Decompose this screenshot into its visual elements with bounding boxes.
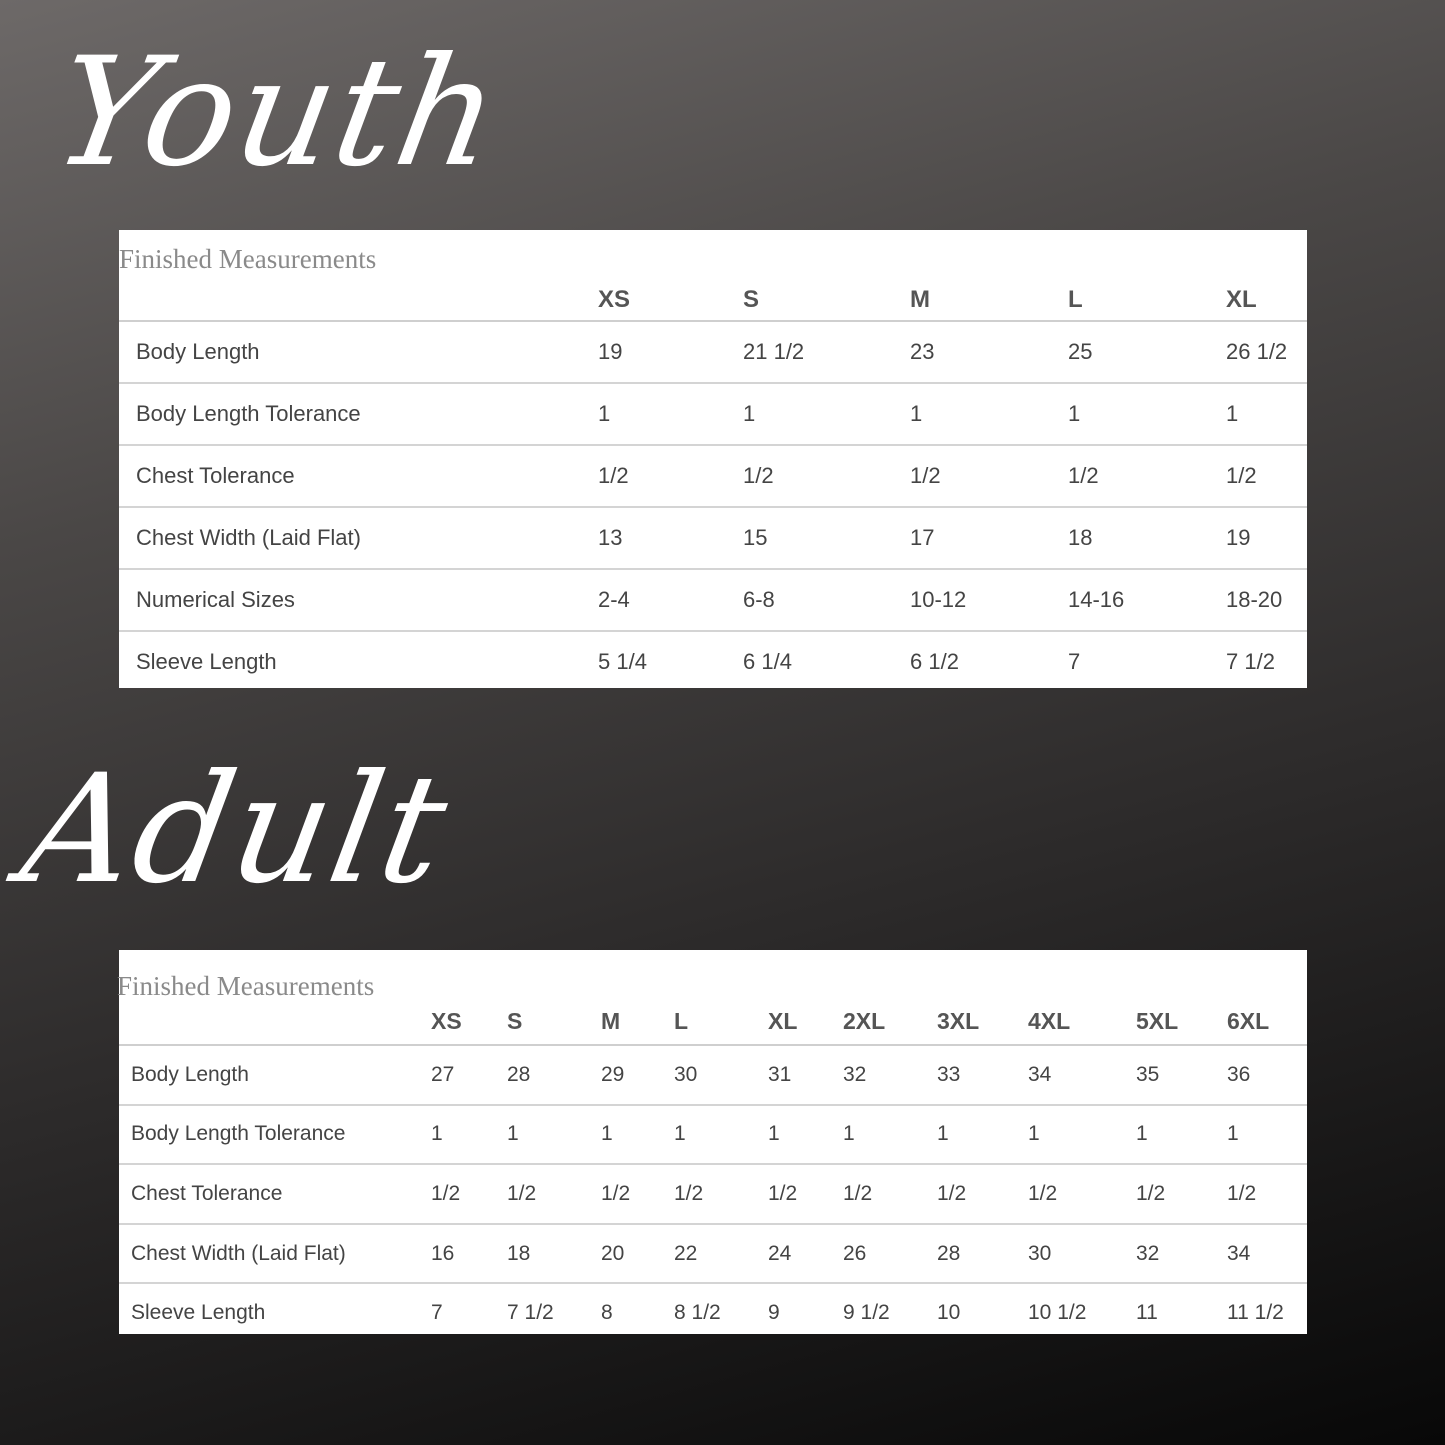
- measurement-cell: 19: [598, 321, 743, 383]
- adult-table: [119, 1008, 1307, 1342]
- measurement-cell: 1/2: [1028, 1164, 1136, 1224]
- youth-title-text: Youth: [42, 26, 514, 200]
- measurement-cell: 1/2: [598, 445, 743, 507]
- measurement-cell: 1/2: [507, 1164, 601, 1224]
- measurement-cell: 1/2: [674, 1164, 768, 1224]
- measurement-cell: 28: [507, 1045, 601, 1105]
- row-label: Chest Tolerance: [119, 1164, 431, 1224]
- youth-header-blank: [119, 286, 598, 321]
- measurement-cell: 1: [1136, 1105, 1227, 1165]
- measurement-cell: 10-12: [910, 569, 1068, 631]
- adult-size-header-l: L: [674, 1008, 768, 1045]
- measurement-cell: 1/2: [937, 1164, 1028, 1224]
- row-label: Chest Width (Laid Flat): [119, 507, 598, 569]
- youth-title: [42, 26, 514, 200]
- measurement-cell: 26 1/2: [1226, 321, 1307, 383]
- measurement-cell: 8: [601, 1301, 613, 1325]
- table-row: [119, 1045, 1307, 1105]
- measurement-cell: 6 1/2: [910, 649, 959, 674]
- youth-size-header-xs: XS: [598, 286, 743, 321]
- youth-caption: Finished Measurements: [119, 244, 377, 274]
- measurement-cell: 34: [1028, 1045, 1136, 1105]
- adult-title-text: Adult: [10, 743, 461, 917]
- table-row: [119, 631, 1307, 692]
- measurement-cell: 18: [1068, 507, 1226, 569]
- measurement-cell: 7: [431, 1301, 443, 1325]
- measurement-cell: 1: [768, 1105, 843, 1165]
- table-row: [119, 383, 1307, 445]
- youth-size-chart: [119, 230, 1307, 688]
- measurement-cell: 24: [768, 1224, 843, 1284]
- measurement-cell: 6-8: [743, 569, 910, 631]
- measurement-cell: 20: [601, 1224, 674, 1284]
- row-label: Numerical Sizes: [119, 569, 598, 631]
- measurement-cell: 1: [743, 383, 910, 445]
- table-row: [119, 1283, 1307, 1342]
- measurement-cell: 11: [1136, 1301, 1158, 1325]
- measurement-cell: 36: [1227, 1045, 1307, 1105]
- measurement-cell: 9 1/2: [843, 1301, 890, 1325]
- adult-size-header-3xl: 3XL: [937, 1008, 1028, 1045]
- measurement-cell: 9: [768, 1301, 780, 1325]
- measurement-cell: 1/2: [743, 445, 910, 507]
- measurement-cell: 1: [937, 1105, 1028, 1165]
- measurement-cell: 8 1/2: [674, 1301, 721, 1325]
- adult-header-blank: [119, 1008, 431, 1045]
- measurement-cell: 25: [1068, 321, 1226, 383]
- adult-size-header-5xl: 5XL: [1136, 1008, 1227, 1045]
- measurement-cell: 32: [843, 1045, 937, 1105]
- measurement-cell: 18-20: [1226, 569, 1307, 631]
- measurement-cell: 1/2: [431, 1164, 507, 1224]
- youth-table: [119, 286, 1307, 692]
- measurement-cell: 10: [937, 1301, 961, 1325]
- table-row: [119, 1224, 1307, 1284]
- measurement-cell: 21 1/2: [743, 321, 910, 383]
- measurement-cell: 1/2: [768, 1164, 843, 1224]
- measurement-cell: 28: [937, 1224, 1028, 1284]
- measurement-cell: 10 1/2: [1028, 1301, 1087, 1325]
- adult-size-header-4xl: 4XL: [1028, 1008, 1136, 1045]
- measurement-cell: 7 1/2: [1226, 649, 1275, 674]
- measurement-cell: 33: [937, 1045, 1028, 1105]
- measurement-cell: 1/2: [601, 1164, 674, 1224]
- table-row: [119, 569, 1307, 631]
- table-row: [119, 445, 1307, 507]
- measurement-cell: 1: [1226, 383, 1307, 445]
- adult-size-header-6xl: 6XL: [1227, 1008, 1307, 1045]
- measurement-cell: 29: [601, 1045, 674, 1105]
- youth-header-row: [119, 286, 1307, 321]
- measurement-cell: 23: [910, 321, 1068, 383]
- table-row: [119, 507, 1307, 569]
- measurement-cell: 1/2: [910, 445, 1068, 507]
- table-row: [119, 1105, 1307, 1165]
- adult-size-chart: [119, 950, 1307, 1334]
- measurement-cell: 1: [598, 383, 743, 445]
- measurement-cell: 7: [1068, 649, 1081, 674]
- measurement-cell: 1/2: [1068, 445, 1226, 507]
- table-row: [119, 1164, 1307, 1224]
- measurement-cell: 5 1/4: [598, 649, 647, 674]
- row-label: Sleeve Length: [131, 1301, 266, 1325]
- measurement-cell: 1/2: [843, 1164, 937, 1224]
- row-label: Chest Tolerance: [119, 445, 598, 507]
- measurement-cell: 1/2: [1136, 1164, 1227, 1224]
- youth-size-header-m: M: [910, 286, 1068, 321]
- adult-caption: Finished Measurements: [117, 971, 375, 1001]
- measurement-cell: 26: [843, 1224, 937, 1284]
- measurement-cell: 19: [1226, 507, 1307, 569]
- measurement-cell: 14-16: [1068, 569, 1226, 631]
- measurement-cell: 32: [1136, 1224, 1227, 1284]
- adult-body: [119, 1045, 1307, 1342]
- row-label: Sleeve Length: [136, 649, 277, 674]
- youth-body: [119, 321, 1307, 692]
- measurement-cell: 30: [1028, 1224, 1136, 1284]
- measurement-cell: 1: [1227, 1105, 1307, 1165]
- adult-size-header-xl: XL: [768, 1008, 843, 1045]
- youth-size-header-xl: XL: [1226, 286, 1307, 321]
- measurement-cell: 1: [674, 1105, 768, 1165]
- adult-header-row: [119, 1008, 1307, 1045]
- measurement-cell: 1/2: [1227, 1164, 1307, 1224]
- measurement-cell: 15: [743, 507, 910, 569]
- adult-size-header-2xl: 2XL: [843, 1008, 937, 1045]
- measurement-cell: 11 1/2: [1227, 1301, 1284, 1325]
- measurement-cell: 6 1/4: [743, 649, 792, 674]
- measurement-cell: 1: [507, 1105, 601, 1165]
- row-label: Chest Width (Laid Flat): [119, 1224, 431, 1284]
- youth-size-header-l: L: [1068, 286, 1226, 321]
- measurement-cell: 13: [598, 507, 743, 569]
- adult-title: [10, 743, 461, 917]
- measurement-cell: 17: [910, 507, 1068, 569]
- measurement-cell: 1/2: [1226, 445, 1307, 507]
- measurement-cell: 1: [431, 1105, 507, 1165]
- measurement-cell: 34: [1227, 1224, 1307, 1284]
- adult-size-header-s: S: [507, 1008, 601, 1045]
- measurement-cell: 31: [768, 1045, 843, 1105]
- adult-size-header-xs: XS: [431, 1008, 507, 1045]
- row-label: Body Length Tolerance: [119, 383, 598, 445]
- measurement-cell: 30: [674, 1045, 768, 1105]
- table-row: [119, 321, 1307, 383]
- measurement-cell: 1: [910, 383, 1068, 445]
- measurement-cell: 1: [601, 1105, 674, 1165]
- row-label: Body Length: [119, 1045, 431, 1105]
- measurement-cell: 22: [674, 1224, 768, 1284]
- measurement-cell: 16: [431, 1224, 507, 1284]
- measurement-cell: 1: [1068, 383, 1226, 445]
- measurement-cell: 7 1/2: [507, 1301, 554, 1325]
- row-label: Body Length Tolerance: [119, 1105, 431, 1165]
- measurement-cell: 2-4: [598, 569, 743, 631]
- youth-size-header-s: S: [743, 286, 910, 321]
- measurement-cell: 35: [1136, 1045, 1227, 1105]
- adult-size-header-m: M: [601, 1008, 674, 1045]
- measurement-cell: 1: [1028, 1105, 1136, 1165]
- row-label: Body Length: [119, 321, 598, 383]
- measurement-cell: 1: [843, 1105, 937, 1165]
- measurement-cell: 27: [431, 1045, 507, 1105]
- measurement-cell: 18: [507, 1224, 601, 1284]
